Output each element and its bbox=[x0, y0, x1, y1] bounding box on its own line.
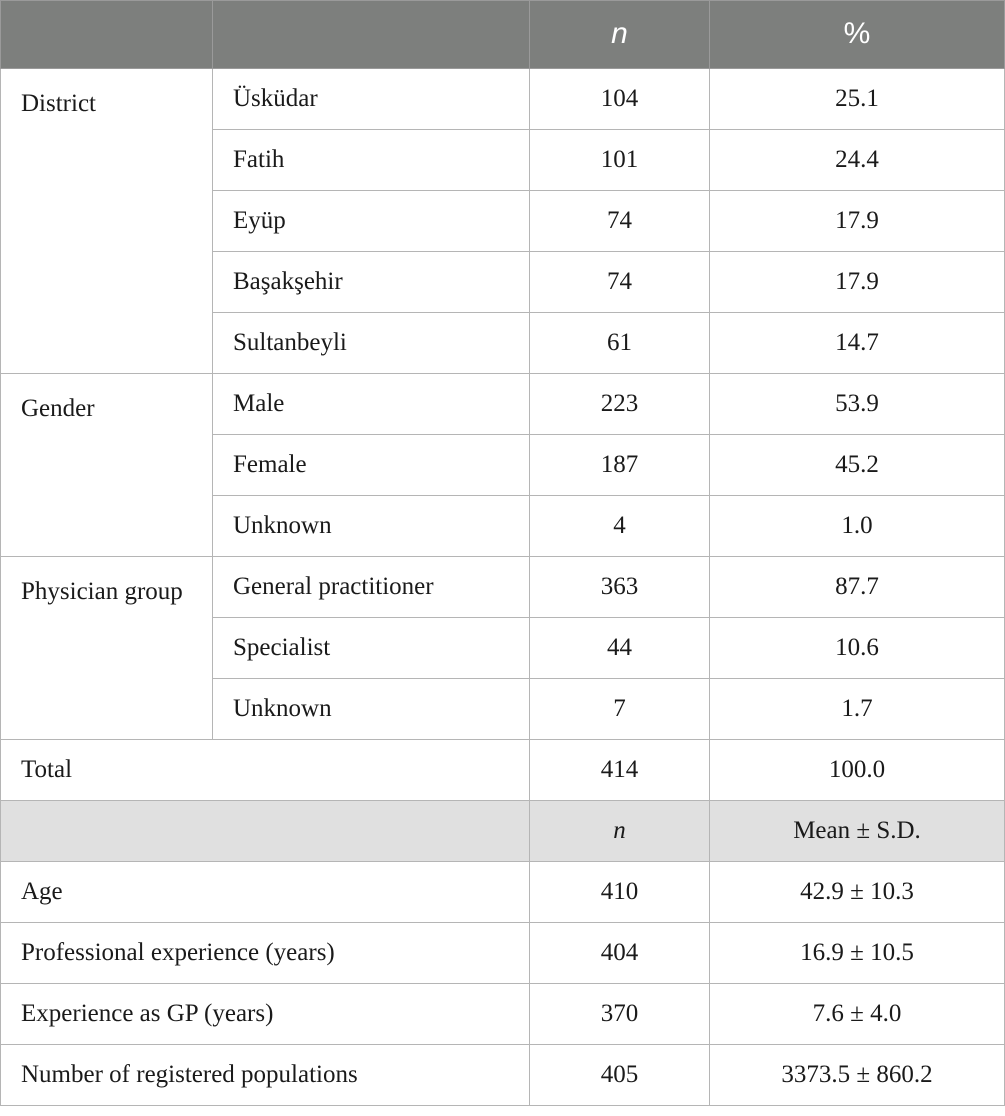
category-cell: Specialist bbox=[213, 618, 530, 679]
category-cell: Başakşehir bbox=[213, 252, 530, 313]
n-cell: 187 bbox=[530, 435, 710, 496]
header-percent: % bbox=[710, 1, 1005, 69]
subheader-row bbox=[1, 801, 1005, 862]
variable-label: Age bbox=[1, 862, 530, 923]
n-cell: 74 bbox=[530, 191, 710, 252]
table-row bbox=[1, 923, 1005, 984]
table-row bbox=[1, 862, 1005, 923]
category-cell: General practitioner bbox=[213, 557, 530, 618]
n-cell: 410 bbox=[530, 862, 710, 923]
table-header bbox=[1, 1, 1005, 69]
subheader-stat: Mean ± S.D. bbox=[710, 801, 1005, 862]
mean-sd-cell: 7.6 ± 4.0 bbox=[710, 984, 1005, 1045]
header-row bbox=[1, 1, 1005, 69]
percent-cell: 1.7 bbox=[710, 679, 1005, 740]
variable-label: Professional experience (years) bbox=[1, 923, 530, 984]
header-blank-1 bbox=[1, 1, 213, 69]
mean-sd-cell: 16.9 ± 10.5 bbox=[710, 923, 1005, 984]
n-cell: 101 bbox=[530, 130, 710, 191]
category-cell: Eyüp bbox=[213, 191, 530, 252]
variable-label: Number of registered populations bbox=[1, 1045, 530, 1106]
table-row bbox=[1, 374, 1005, 435]
percent-cell: 17.9 bbox=[710, 191, 1005, 252]
category-cell: Fatih bbox=[213, 130, 530, 191]
group-label-physician-group: Physician group bbox=[1, 557, 213, 740]
n-cell: 7 bbox=[530, 679, 710, 740]
category-cell: Female bbox=[213, 435, 530, 496]
percent-cell: 87.7 bbox=[710, 557, 1005, 618]
percent-cell: 45.2 bbox=[710, 435, 1005, 496]
total-label: Total bbox=[1, 740, 530, 801]
n-cell: 4 bbox=[530, 496, 710, 557]
table-row bbox=[1, 1045, 1005, 1106]
n-cell: 370 bbox=[530, 984, 710, 1045]
n-cell: 405 bbox=[530, 1045, 710, 1106]
percent-cell: 53.9 bbox=[710, 374, 1005, 435]
variable-label: Experience as GP (years) bbox=[1, 984, 530, 1045]
percent-cell: 17.9 bbox=[710, 252, 1005, 313]
total-percent: 100.0 bbox=[710, 740, 1005, 801]
percent-cell: 14.7 bbox=[710, 313, 1005, 374]
total-n: 414 bbox=[530, 740, 710, 801]
total-row bbox=[1, 740, 1005, 801]
group-label-gender: Gender bbox=[1, 374, 213, 557]
header-n: n bbox=[530, 1, 710, 69]
percent-cell: 1.0 bbox=[710, 496, 1005, 557]
category-cell: Unknown bbox=[213, 496, 530, 557]
mean-sd-cell: 42.9 ± 10.3 bbox=[710, 862, 1005, 923]
n-cell: 223 bbox=[530, 374, 710, 435]
n-cell: 404 bbox=[530, 923, 710, 984]
n-cell: 61 bbox=[530, 313, 710, 374]
n-cell: 74 bbox=[530, 252, 710, 313]
n-cell: 44 bbox=[530, 618, 710, 679]
table-row bbox=[1, 984, 1005, 1045]
mean-sd-cell: 3373.5 ± 860.2 bbox=[710, 1045, 1005, 1106]
table-row bbox=[1, 557, 1005, 618]
subheader-n: n bbox=[530, 801, 710, 862]
group-label-district: District bbox=[1, 69, 213, 374]
table-row bbox=[1, 69, 1005, 130]
percent-cell: 10.6 bbox=[710, 618, 1005, 679]
category-cell: Sultanbeyli bbox=[213, 313, 530, 374]
percent-cell: 24.4 bbox=[710, 130, 1005, 191]
header-blank-2 bbox=[213, 1, 530, 69]
category-cell: Male bbox=[213, 374, 530, 435]
n-cell: 363 bbox=[530, 557, 710, 618]
category-cell: Unknown bbox=[213, 679, 530, 740]
category-cell: Üsküdar bbox=[213, 69, 530, 130]
subheader-blank bbox=[1, 801, 530, 862]
n-cell: 104 bbox=[530, 69, 710, 130]
percent-cell: 25.1 bbox=[710, 69, 1005, 130]
